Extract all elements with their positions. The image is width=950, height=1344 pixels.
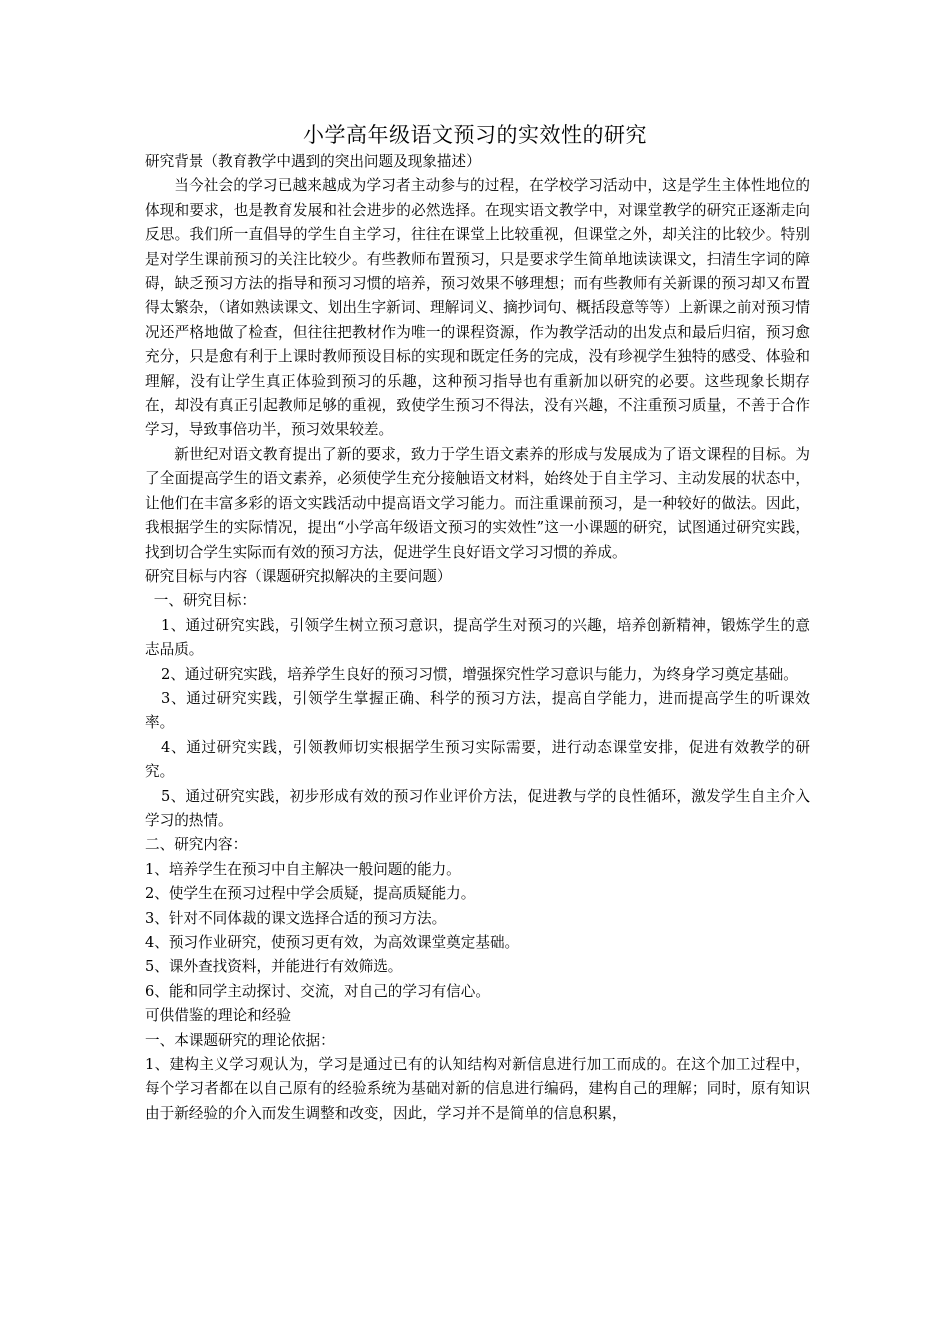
content-item: 1、培养学生在预习中自主解决一般问题的能力。: [145, 860, 461, 878]
section-heading-goals: 研究目标与内容（课题研究拟解决的主要问题）: [145, 567, 452, 585]
goal-item: 2、通过研究实践，培养学生良好的预习习惯，增强探究性学习意识与能力，为终身学习奠定基础。: [161, 665, 798, 683]
theory-heading: 一、本课题研究的理论依据：: [145, 1031, 335, 1049]
goal-item: 1、通过研究实践，引领学生树立预习意识，提高学生对预习的兴趣，培养创新精神，锻炼学生的意志品质。: [145, 616, 810, 659]
content-item: 6、能和同学主动探讨、交流，对自己的学习有信心。: [145, 982, 490, 1000]
goal-item: 3、通过研究实践，引领学生掌握正确、科学的预习方法，提高自学能力，进而提高学生的听课效率。: [145, 689, 810, 732]
content-item: 2、使学生在预习过程中学会质疑，提高质疑能力。: [145, 885, 476, 903]
document-title: 小学高年级语文预习的实效性的研究: [303, 123, 647, 147]
paragraph-background-1: 当今社会的学习已越来越成为学习者主动参与的过程，在学校学习活动中，这是学生主体性地位的体现和要求，也是教育发展和社会进步的必然选择。在现实语文教学中，对课堂教学的研究正逐渐走向反思。我们所一直倡导的学生自主学习，往往在课堂上比较重视，但课堂之外，却关注的比较少。特别是对学生课前预习的关注比较少。有些教师布置预习，只是要求学生简单地读读课文，扫清生字词的障碍，缺乏预习方法的指导和预习习惯的培养，预习效果不够理想；而有些教师有关新课的预习却又布置得太繁杂，（诸如熟读课文、划出生字新词、理解词义、摘抄词句、概括段意等等）上新课之前对预习情况还严格地做了检查，但往往把教材作为唯一的课程资源，作为教学活动的出发点和最后归宿，预习愈充分，只是愈有利于上课时教师预设目标的实现和既定任务的完成，没有珍视学生独特的感受、体验和理解，没有让学生真正体验到预习的乐趣，这种预习指导也有重新加以研究的必要。这些现象长期存在，却没有真正引起教师足够的重视，致使学生预习不得法，没有兴趣，不注重预习质量，不善于合作学习，导致事倍功半，预习效果较差。: [145, 177, 810, 439]
theory-paragraph: 1、建构主义学习观认为，学习是通过已有的认知结构对新信息进行加工而成的。在这个加工过程中，每个学习者都在以自己原有的经验系统为基础对新的信息进行编码，建构自己的理解；同时，原有知识由于新经验的介入而发生调整和改变，因此，学习并不是简单的信息积累，: [145, 1056, 810, 1122]
paragraph-background-2: 新世纪对语文教育提出了新的要求，致力于学生语文素养的形成与发展成为了语文课程的目标。为了全面提高学生的语文素养，必须使学生充分接触语文材料，始终处于自主学习、主动发展的状态中，让他们在丰富多彩的语文实践活动中提高语文学习能力。而注重课前预习，是一种较好的做法。因此，我根据学生的实际情况，提出“小学高年级语文预习的实效性”这一小课题的研究，试图通过研究实践，找到切合学生实际而有效的预习方法，促进学生良好语文学习习惯的养成。: [145, 445, 810, 561]
content-item: 3、针对不同体裁的课文选择合适的预习方法。: [145, 909, 447, 927]
content-item: 5、课外查找资料，并能进行有效筛选。: [145, 958, 403, 976]
section-heading-background: 研究背景（教育教学中遇到的突出问题及现象描述）: [145, 153, 481, 170]
content-item: 4、预习作业研究，使预习更有效，为高效课堂奠定基础。: [145, 934, 520, 951]
content-heading: 二、研究内容：: [145, 836, 248, 854]
section-heading-theory: 可供借鉴的理论和经验: [145, 1007, 291, 1025]
goals-heading: 一、研究目标：: [153, 592, 256, 610]
goal-item: 5、通过研究实践，初步形成有效的预习作业评价方法，促进教与学的良性循环，激发学生自主介入学习的热情。: [145, 787, 810, 829]
document-body: [145, 150, 810, 1126]
goal-item: 4、通过研究实践，引领教师切实根据学生预习实际需要，进行动态课堂安排，促进有效教学的研究。: [145, 738, 810, 781]
